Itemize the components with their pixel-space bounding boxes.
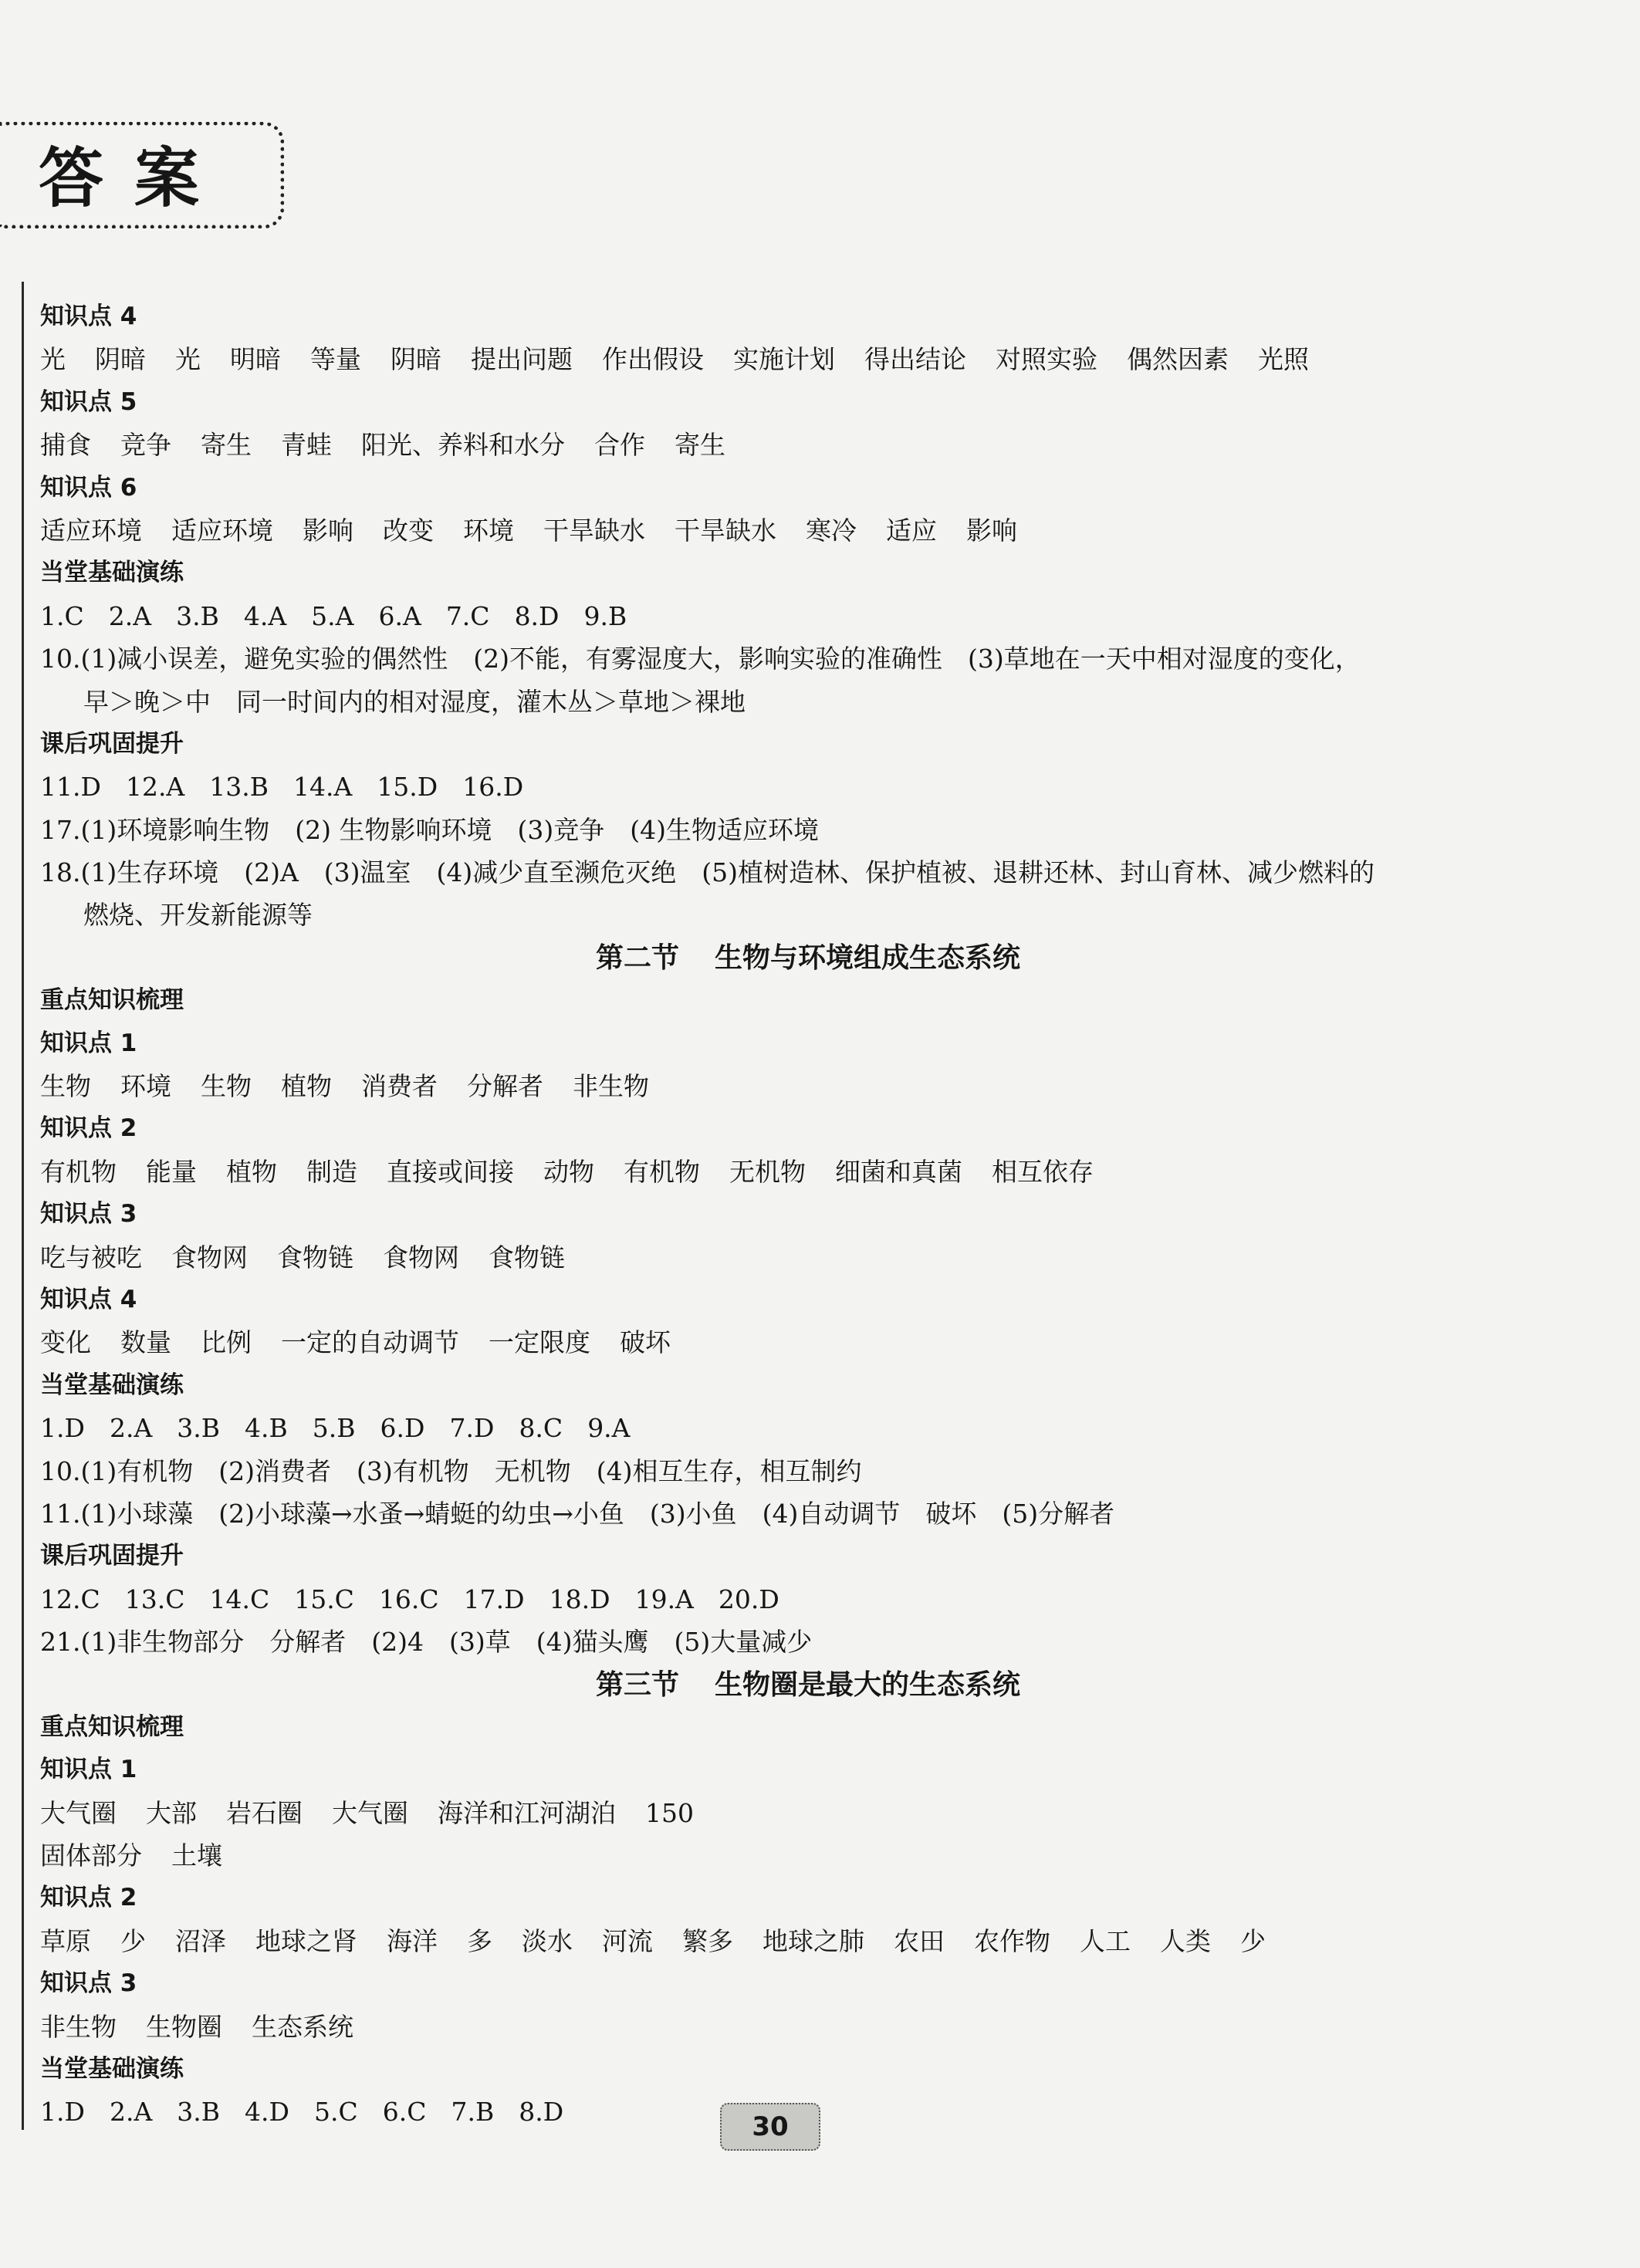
section-heading: 知识点 3	[40, 1200, 137, 1229]
answer-item: 岩石圈	[226, 1797, 303, 1828]
section-heading: 知识点 6	[40, 473, 137, 502]
answer-item: 少	[1240, 1925, 1266, 1956]
section-number: 第三节	[595, 1668, 679, 1701]
answer-item: 固体部分	[40, 1840, 142, 1871]
page-number: 30	[720, 2103, 820, 2151]
answer-item: 竞争	[120, 430, 171, 461]
answer-item: 3.B	[177, 2097, 221, 2128]
answer-row	[40, 766, 1576, 808]
answer-item: 5.B	[312, 1413, 356, 1444]
section-heading: 知识点 1	[40, 1029, 137, 1057]
answer-row	[40, 1920, 1576, 1962]
answer-item: 6.D	[380, 1413, 425, 1444]
page-title: 答案	[39, 140, 231, 216]
answer-item: 17.D	[463, 1584, 525, 1614]
answer-text-line: 10.(1)减小误差，避免实验的偶然性 (2)不能，有雾湿度大，影响实验的准确性 (3)草地在一天中相对湿度的变化，	[40, 644, 1361, 674]
answer-item: 影响	[303, 515, 353, 546]
answer-item: 农作物	[974, 1925, 1050, 1956]
answer-item: 11.D	[40, 772, 101, 803]
answer-item: 能量	[146, 1156, 197, 1187]
answer-item: 7.B	[451, 2097, 495, 2128]
answer-item: 一定限度	[489, 1327, 590, 1358]
section-heading: 知识点 2	[40, 1114, 137, 1143]
section-name: 生物与环境组成生态系统	[715, 941, 1021, 974]
answer-item: 数量	[120, 1327, 171, 1358]
answer-item: 14.C	[209, 1584, 270, 1614]
answer-item: 非生物	[40, 2011, 117, 2042]
answer-row	[40, 1065, 1576, 1107]
answer-item: 寒冷	[806, 515, 857, 546]
answer-item: 偶然因素	[1127, 344, 1229, 375]
section-heading: 知识点 5	[40, 387, 137, 416]
answer-item: 适应环境	[171, 515, 273, 546]
answer-item: 消费者	[361, 1071, 438, 1102]
answer-item: 7.D	[449, 1413, 495, 1444]
answer-item: 人工	[1080, 1925, 1131, 1956]
answer-item: 适应环境	[40, 515, 142, 546]
answer-item: 2.A	[109, 2097, 153, 2128]
answer-item: 9.A	[587, 1413, 631, 1444]
answer-item: 阴暗	[391, 344, 441, 375]
answer-item: 14.A	[293, 772, 353, 803]
section-heading: 知识点 1	[40, 1756, 137, 1784]
chapter-section-title	[40, 937, 1576, 979]
answer-item: 光	[40, 344, 66, 375]
section-heading: 重点知识梳理	[40, 1712, 184, 1741]
section-heading: 知识点 2	[40, 1884, 137, 1912]
answer-row	[40, 424, 1576, 466]
answer-item: 地球之肾	[255, 1925, 357, 1956]
answer-item: 13.C	[124, 1584, 185, 1614]
answer-item: 细菌和真菌	[835, 1156, 962, 1187]
section-name: 生物圈是最大的生态系统	[715, 1668, 1021, 1701]
answer-item: 18.D	[549, 1584, 610, 1614]
answer-content	[40, 296, 1576, 2134]
answer-item: 8.C	[519, 1413, 563, 1444]
section-heading: 当堂基础演练	[40, 2055, 184, 2084]
answer-item: 大气圈	[332, 1797, 408, 1828]
answer-item: 无机物	[729, 1156, 806, 1187]
answer-item: 环境	[463, 515, 514, 546]
answer-item: 光照	[1258, 344, 1309, 375]
answer-item: 有机物	[624, 1156, 700, 1187]
answer-item: 制造	[306, 1156, 357, 1187]
answer-item: 地球之肺	[763, 1925, 864, 1956]
answer-item: 1.C	[40, 600, 84, 631]
answer-item: 破坏	[620, 1327, 671, 1358]
answer-item: 13.B	[209, 772, 269, 803]
answer-text-line: 11.(1)小球藻 (2)小球藻→水蚤→蜻蜓的幼虫→小鱼 (3)小鱼 (4)自动调节 破坏 (5)分解者	[40, 1498, 1115, 1529]
chapter-section-title	[40, 1664, 1576, 1706]
answer-item: 多	[467, 1925, 492, 1956]
answer-item: 1.D	[40, 2097, 85, 2128]
answer-header-box	[0, 122, 284, 228]
answer-row	[40, 1407, 1576, 1449]
answer-item: 生物圈	[146, 2011, 222, 2042]
answer-item: 8.D	[514, 600, 560, 631]
answer-item: 12.C	[40, 1584, 100, 1614]
answer-row	[40, 1151, 1576, 1193]
section-heading: 课后巩固提升	[40, 729, 184, 758]
answer-item: 4.B	[245, 1413, 288, 1444]
answer-item: 影响	[966, 515, 1017, 546]
answer-item: 少	[120, 1925, 146, 1956]
section-heading: 当堂基础演练	[40, 559, 184, 587]
answer-item: 5.A	[311, 600, 354, 631]
answer-item: 直接或间接	[387, 1156, 514, 1187]
answer-text-line: 早＞晚＞中 同一时间内的相对湿度，灌木丛＞草地＞裸地	[83, 686, 746, 717]
answer-item: 分解者	[467, 1071, 543, 1102]
answer-item: 7.C	[445, 600, 490, 631]
section-heading: 知识点 4	[40, 303, 137, 330]
answer-item: 适应	[886, 515, 937, 546]
answer-item: 植物	[281, 1071, 332, 1102]
section-heading: 当堂基础演练	[40, 1371, 184, 1399]
answer-item: 3.B	[176, 600, 219, 631]
left-margin-rule	[22, 282, 24, 2130]
answer-item: 海洋和江河湖泊	[438, 1797, 616, 1828]
answer-item: 12.A	[125, 772, 185, 803]
answer-text-line: 17.(1)环境影响生物 (2) 生物影响环境 (3)竞争 (4)生物适应环境	[40, 814, 819, 845]
answer-item: 2.A	[109, 1413, 153, 1444]
answer-item: 改变	[383, 515, 434, 546]
answer-item: 等量	[310, 344, 361, 375]
answer-item: 6.A	[378, 600, 421, 631]
answer-text-line: 燃烧、开发新能源等	[83, 900, 313, 931]
answer-item: 非生物	[573, 1071, 649, 1102]
answer-item: 3.B	[177, 1413, 221, 1444]
answer-item: 生态系统	[252, 2011, 353, 2042]
answer-text-line: 18.(1)生存环境 (2)A (3)温室 (4)减少直至濒危灭绝 (5)植树造林、保护植被、退耕还林、封山育林、减少燃料的	[40, 857, 1375, 888]
answer-item: 海洋	[387, 1925, 438, 1956]
answer-item: 阴暗	[95, 344, 146, 375]
answer-item: 阳光、养料和水分	[361, 430, 565, 461]
answer-item: 干旱缺水	[543, 515, 645, 546]
answer-item: 大气圈	[40, 1797, 117, 1828]
answer-item: 寄生	[675, 430, 725, 461]
answer-item: 吃与被吃	[40, 1242, 142, 1273]
answer-item: 5.C	[313, 2097, 358, 2128]
answer-item: 人类	[1160, 1925, 1211, 1956]
answer-item: 4.A	[243, 600, 287, 631]
answer-item: 沼泽	[175, 1925, 226, 1956]
answer-item: 提出问题	[471, 344, 573, 375]
answer-item: 农田	[894, 1925, 945, 1956]
section-heading: 知识点 4	[40, 1285, 137, 1313]
answer-row	[40, 1236, 1576, 1279]
answer-item: 寄生	[201, 430, 252, 461]
answer-item: 20.D	[718, 1584, 779, 1614]
answer-item: 9.B	[583, 600, 627, 631]
answer-item: 生物	[40, 1071, 91, 1102]
section-heading: 重点知识梳理	[40, 986, 184, 1015]
answer-item: 合作	[594, 430, 645, 461]
answer-item: 有机物	[40, 1156, 117, 1187]
answer-item: 干旱缺水	[675, 515, 776, 546]
answer-item: 2.A	[108, 600, 152, 631]
answer-item: 作出假设	[602, 344, 704, 375]
answer-item: 环境	[120, 1071, 171, 1102]
answer-item: 食物链	[489, 1242, 565, 1273]
answer-item: 繁多	[682, 1925, 733, 1956]
answer-item: 食物链	[277, 1242, 353, 1273]
answer-item: 植物	[226, 1156, 277, 1187]
answer-item: 土壤	[171, 1840, 222, 1871]
answer-item: 8.D	[519, 2097, 564, 2128]
answer-item: 淡水	[522, 1925, 573, 1956]
answer-row	[40, 1792, 1576, 1834]
answer-row	[40, 1834, 1576, 1877]
answer-item: 1.D	[40, 1413, 85, 1444]
section-number: 第二节	[595, 941, 679, 974]
answer-item: 16.D	[462, 772, 524, 803]
answer-item: 比例	[201, 1327, 252, 1358]
answer-item: 青蛙	[281, 430, 332, 461]
answer-item: 16.C	[378, 1584, 439, 1614]
answer-row	[40, 1578, 1576, 1621]
answer-row	[40, 2006, 1576, 2048]
section-heading: 课后巩固提升	[40, 1542, 184, 1570]
answer-item: 河流	[602, 1925, 653, 1956]
answer-item: 4.D	[245, 2097, 289, 2128]
answer-item: 捕食	[40, 430, 91, 461]
answer-item: 大部	[146, 1797, 197, 1828]
answer-item: 生物	[201, 1071, 252, 1102]
answer-row	[40, 338, 1576, 380]
answer-item: 得出结论	[864, 344, 966, 375]
answer-item: 150	[645, 1797, 694, 1828]
answer-item: 草原	[40, 1925, 91, 1956]
answer-row	[40, 1321, 1576, 1364]
answer-item: 对照实验	[996, 344, 1097, 375]
answer-item: 6.C	[382, 2097, 427, 2128]
answer-item: 一定的自动调节	[281, 1327, 459, 1358]
answer-item: 变化	[40, 1327, 91, 1358]
answer-row	[40, 595, 1576, 637]
answer-item: 食物网	[171, 1242, 248, 1273]
answer-item: 动物	[543, 1156, 594, 1187]
answer-item: 相互依存	[992, 1156, 1094, 1187]
answer-item: 15.D	[377, 772, 438, 803]
answer-item: 15.C	[294, 1584, 354, 1614]
answer-item: 明暗	[230, 344, 281, 375]
answer-item: 实施计划	[733, 344, 835, 375]
answer-item: 食物网	[383, 1242, 459, 1273]
answer-text-line: 21.(1)非生物部分 分解者 (2)4 (3)草 (4)猫头鹰 (5)大量减少	[40, 1627, 813, 1658]
answer-text-line: 10.(1)有机物 (2)消费者 (3)有机物 无机物 (4)相互生存，相互制约	[40, 1455, 862, 1486]
section-heading: 知识点 3	[40, 1969, 137, 1998]
answer-item: 19.A	[634, 1584, 694, 1614]
answer-row	[40, 509, 1576, 552]
answer-item: 光	[175, 344, 201, 375]
